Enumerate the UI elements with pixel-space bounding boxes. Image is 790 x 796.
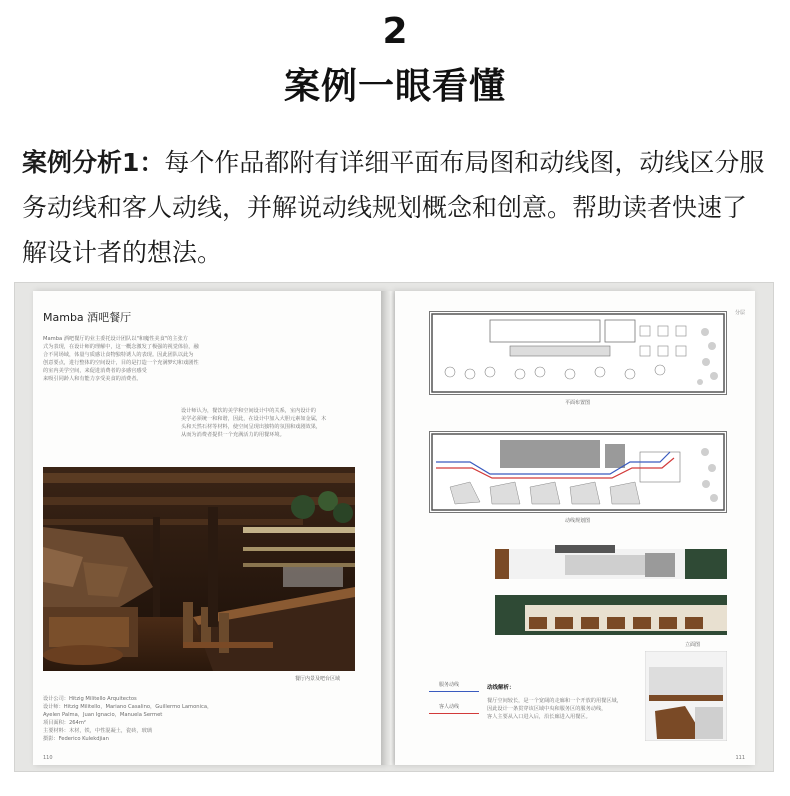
plan1-caption: 平面布置图 <box>565 400 591 406</box>
elevation-1-drawing <box>495 541 727 579</box>
elevation-3 <box>645 651 727 741</box>
notes-line: 因此设计一条贯穿该区域中央和服务区的服务动线， <box>487 706 607 712</box>
intro-line: 来吸引同龄人和有能力享受美食的消费者。 <box>43 376 142 382</box>
description <box>22 140 770 275</box>
plan2-caption: 动线规划图 <box>565 518 591 524</box>
elevation-caption: 立面图 <box>685 642 701 648</box>
credit-line: 设计公司：Hitzig Militello Arquitectos <box>43 696 137 702</box>
description-text: 每个作品都附有详细平面布局图和动线图，动线区分服务动线和客人动线，并解说动线规划概念和创意。帮助读者快速了解设计者的想法。 <box>22 148 765 267</box>
page-number-right: 111 <box>735 755 745 761</box>
credit-line: 主要材料：木材，铁，中性混凝土，瓷砖，玻璃 <box>43 728 152 734</box>
body-line: 头和天然石材等材料，使空间呈现出独特的氛围和戏剧效果， <box>181 424 322 430</box>
credit-line: 摄影：Federico Kulekdjian <box>43 736 109 742</box>
legend-guest-line <box>429 713 479 714</box>
body-line: 设计师认为，餐饮的美学和空间设计中的关系，室内设计的 <box>181 408 316 414</box>
intro-line: 创意要点，进行整体的空间设计，目的是打造一个充满梦幻和戏剧性 <box>43 360 199 366</box>
notes-line: 餐厅空间较长，是一个宽阔的走廊和一个开放的用餐区域， <box>487 698 622 704</box>
left-page-title: Mamba 酒吧餐厅 <box>43 311 132 324</box>
legend-guest-label: 客人动线 <box>439 704 460 710</box>
intro-line: 的室内美学空间，来促进消费者的多感官感受 <box>43 368 147 374</box>
restaurant-photo-illustration <box>43 467 355 671</box>
body-line: 美学必须统一和和谐，因此，在设计中加入大胆元素如金属，木 <box>181 416 327 422</box>
right-page <box>395 291 755 765</box>
floor-plan-drawing <box>430 312 726 394</box>
notes-title: 动线解析： <box>487 685 515 691</box>
floor-plan <box>429 311 727 395</box>
intro-line: Mamba 酒吧餐厅的业主委托设计团队以"和魔性美食"的主张方 <box>43 336 188 342</box>
photo-caption: 餐厅内景及吧台区域 <box>295 676 341 682</box>
credit-line: 项目面积：264m² <box>43 720 86 726</box>
legend-service-line <box>429 691 479 692</box>
intro-line: 合不同场域，体量与质感让食物独特诱人的表现。因此团队以此为 <box>43 352 194 358</box>
book-spread <box>14 282 774 772</box>
description-lead: 案例分析1： <box>22 148 165 177</box>
credit-line: 设计师：Hitzig Militello，Mariano Casalino，Guillermo Lamonica， <box>43 704 213 710</box>
elevation-3-drawing <box>645 651 727 741</box>
page-title: 案例一眼看懂 <box>283 66 506 107</box>
elevation-1 <box>495 541 727 579</box>
restaurant-photo <box>43 467 355 671</box>
body-line: 从而为消费者提供一个充满活力的用餐环境。 <box>181 432 285 438</box>
left-page <box>33 291 385 765</box>
elevation-2-drawing <box>495 595 727 635</box>
elevation-2 <box>495 595 727 635</box>
corner-label: 分层 <box>734 310 745 316</box>
circulation-plan-drawing <box>430 432 726 512</box>
circulation-plan <box>429 431 727 513</box>
notes-line: 客人主要从入口进入后，沿长廊进入用餐区。 <box>487 714 591 720</box>
legend-service-label: 服务动线 <box>439 682 460 688</box>
credit-line: Ayelen Palma，Juan Ignacio，Manuela Sermet <box>43 712 163 718</box>
page-number-left: 110 <box>43 755 53 761</box>
header-number: 2 <box>382 11 408 52</box>
intro-line: 式为表现，在设计师的理解中，这一概念激发了极强的视觉体验，融 <box>43 344 199 350</box>
